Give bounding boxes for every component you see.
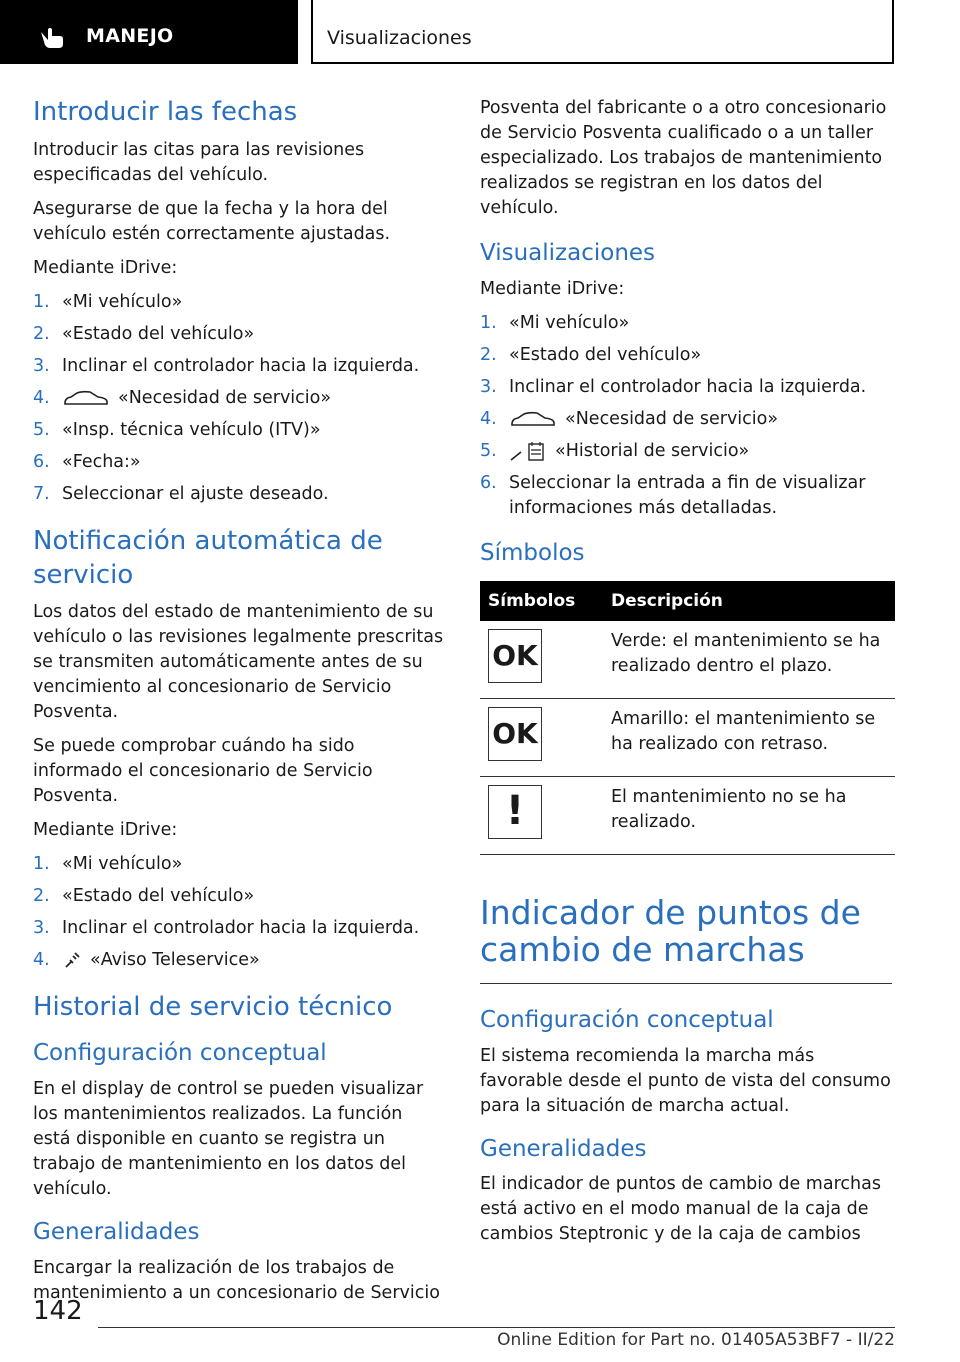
list-item: 4. «Aviso Teleservice» xyxy=(33,950,260,971)
list-item: 1. «Mi vehículo» xyxy=(480,312,630,333)
list-item: 5. «Insp. técnica vehículo (ITV)» xyxy=(33,419,321,440)
list-item: 4. «Necesidad de servicio» xyxy=(480,408,779,429)
subheading-general: Generalidades xyxy=(480,1135,647,1162)
notif-p2: Se puede comprobar cuándo ha sido informado el concesionario de Servicio Posventa. xyxy=(33,736,373,807)
list-item: 2. «Estado del vehículo» xyxy=(480,344,702,365)
heading-shift-indicator: Indicador de puntos de cambio de marchas xyxy=(480,892,861,969)
subheading-concept: Configuración conceptual xyxy=(33,1040,327,1067)
heading-rule xyxy=(480,983,892,984)
edition-note: Online Edition for Part no. 01405A53BF7 - II/22 xyxy=(497,1330,895,1350)
subheading-general: Generalidades xyxy=(33,1219,200,1246)
intro-steps xyxy=(33,290,445,507)
display-via: Mediante iDrive: xyxy=(480,278,625,299)
car-service-icon xyxy=(509,409,557,429)
list-item: 5. «Historial de servicio» xyxy=(480,440,750,461)
chapter-title: Visualizaciones xyxy=(327,27,472,49)
table-row xyxy=(480,698,895,776)
display-steps xyxy=(480,311,892,521)
history-p2: Encargar la realización de los trabajos de mantenimiento a un concesionario de Servicio xyxy=(33,1257,440,1303)
left-column xyxy=(33,96,445,1315)
heading-history: Historial de servicio técnico xyxy=(33,992,393,1023)
section-label: MANEJO xyxy=(86,25,174,47)
history-p1: En el display de control se pueden visualizar los mantenimientos realizados. La función está disponible en cuanto se registra un trabajo de mantenimiento en los datos del vehículo. xyxy=(33,1079,424,1200)
intro-p2: Asegurarse de que la fecha y la hora del vehículo estén correctamente ajustadas. xyxy=(33,198,391,244)
page-number: 142 xyxy=(33,1296,83,1326)
subheading-concept: Configuración conceptual xyxy=(480,1006,774,1033)
ok-green-symbol: OK xyxy=(488,629,542,683)
table-row xyxy=(480,621,895,699)
steering-hand-icon xyxy=(38,22,66,50)
page-header xyxy=(0,0,960,66)
right-column xyxy=(480,96,892,1256)
list-item: 6. «Fecha:» xyxy=(33,451,141,472)
list-item: 6. Seleccionar la entrada a fin de visualizar informaciones más detalladas. xyxy=(480,472,866,518)
row-description: El mantenimiento no se ha realizado. xyxy=(603,776,895,854)
row-description: Verde: el mantenimiento se ha realizado dentro el plazo. xyxy=(603,621,895,699)
row-description: Amarillo: el mantenimiento se ha realizado con retraso. xyxy=(603,698,895,776)
col-header-symbols: Símbolos xyxy=(480,581,603,621)
list-item: 4. «Necesidad de servicio» xyxy=(33,387,332,408)
list-item: 3. Inclinar el controlador hacia la izquierda. xyxy=(33,918,420,939)
notif-steps xyxy=(33,852,445,973)
cont-paragraph: Posventa del fabricante o a otro concesionario de Servicio Posventa cualificado o a un taller especializado. Los trabajos de mantenimiento realizados se registran en los datos del vehículo. xyxy=(480,98,887,218)
heading-notif: Notificación automática de servicio xyxy=(33,525,383,590)
heading-symbols: Símbolos xyxy=(480,539,585,566)
list-item: 2. «Estado del vehículo» xyxy=(33,323,255,344)
service-history-icon xyxy=(509,440,547,462)
list-item: 2. «Estado del vehículo» xyxy=(33,886,255,907)
shift-p2: El indicador de puntos de cambio de marchas está activo en el modo manual de la caja de cambios Steptronic y de la caja de cambios xyxy=(480,1174,881,1245)
notif-p1: Los datos del estado de mantenimiento de su vehículo o las revisiones legalmente prescritas se transmiten automáticamente antes de su vencimiento al concesionario de Servicio Posventa. xyxy=(33,602,444,723)
heading-intro: Introducir las fechas xyxy=(33,97,298,127)
ok-yellow-symbol: OK xyxy=(488,707,542,761)
symbols-table xyxy=(480,581,895,855)
notif-via: Mediante iDrive: xyxy=(33,820,178,841)
list-item: 1. «Mi vehículo» xyxy=(33,291,183,312)
table-row xyxy=(480,776,895,854)
list-item: 3. Inclinar el controlador hacia la izquierda. xyxy=(33,355,420,376)
teleservice-icon xyxy=(62,950,82,970)
chapter-box xyxy=(311,0,894,64)
list-item: 3. Inclinar el controlador hacia la izquierda. xyxy=(480,376,867,397)
col-header-description: Descripción xyxy=(603,581,895,621)
car-service-icon xyxy=(62,388,110,408)
warning-symbol: ! xyxy=(488,785,542,839)
heading-display: Visualizaciones xyxy=(480,240,656,266)
section-tab xyxy=(0,0,298,64)
shift-p1: El sistema recomienda la marcha más favorable desde el punto de vista del consumo para la situación de marcha actual. xyxy=(480,1045,891,1116)
intro-p1: Introducir las citas para las revisiones especificadas del vehículo. xyxy=(33,139,365,185)
list-item: 1. «Mi vehículo» xyxy=(33,854,183,875)
footer-rule xyxy=(98,1327,895,1328)
list-item: 7. Seleccionar el ajuste deseado. xyxy=(33,483,329,504)
intro-via: Mediante iDrive: xyxy=(33,257,178,278)
